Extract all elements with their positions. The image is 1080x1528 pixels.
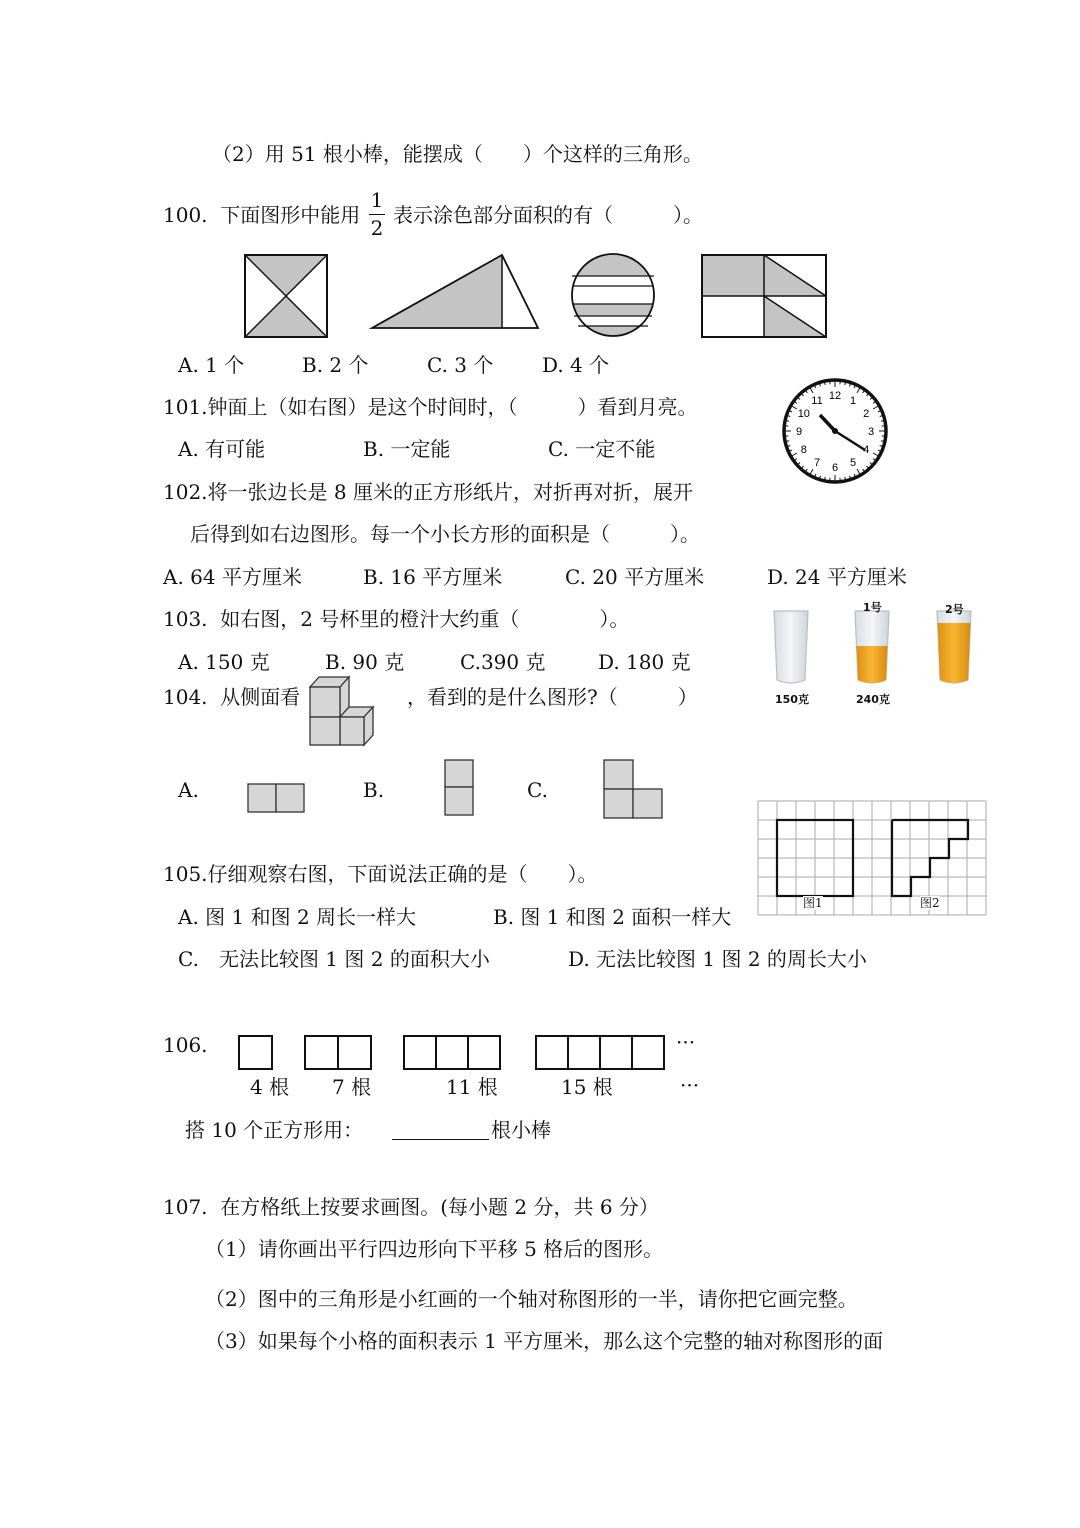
empty-cup <box>774 611 808 683</box>
square-x-figure <box>245 255 327 337</box>
clock-number: 4 <box>863 444 870 456</box>
q107-sub2: （2）图中的三角形是小红画的一个轴对称图形的一半，请你把它画完整。 <box>205 1287 858 1311</box>
q104-option-b: B. <box>363 778 385 802</box>
q100-shapes <box>240 250 840 342</box>
fraction-bar <box>369 214 385 215</box>
circle-figure <box>570 254 660 340</box>
weight-empty: 150克 <box>775 693 809 706</box>
q105-option-d: D. 无法比较图 1 图 2 的周长大小 <box>568 947 867 971</box>
q102-option-a: A. 64 平方厘米 <box>163 565 302 589</box>
ellipsis-2: ··· <box>680 1073 700 1097</box>
q107-sub1: （1）请你画出平行四边形向下平移 5 格后的图形。 <box>205 1237 664 1261</box>
q104-option-b-shape <box>443 758 477 818</box>
q102-line1: 102.将一张边长是 8 厘米的正方形纸片，对折再对折，展开 <box>163 480 693 504</box>
q106-question: 搭 10 个正方形用： <box>185 1118 364 1142</box>
q99-sub2: （2）用 51 根小棒，能摆成（ ）个这样的三角形。 <box>212 142 703 166</box>
q103-option-b: B. 90 克 <box>325 650 405 674</box>
q107-sub3: （3）如果每个小格的面积表示 1 平方厘米，那么这个完整的轴对称图形的面 <box>205 1329 884 1353</box>
clock-number: 9 <box>795 426 803 438</box>
clock-number: 12 <box>828 390 842 402</box>
triangle-figure <box>372 255 538 328</box>
fraction-numerator: 1 <box>370 188 384 212</box>
clock-number: 11 <box>811 394 823 407</box>
figure-1-label: 图1 <box>803 896 823 910</box>
q106-suffix: 根小棒 <box>491 1118 551 1142</box>
stick-squares-figure <box>236 1033 668 1073</box>
q102-option-b: B. 16 平方厘米 <box>363 565 503 589</box>
weight-cup-1: 240克 <box>856 693 890 706</box>
q100-option-c: C. 3 个 <box>427 353 494 377</box>
q102-option-d: D. 24 平方厘米 <box>767 565 907 589</box>
clock-number: 3 <box>867 426 875 438</box>
q105-option-c: C. 无法比较图 1 图 2 的面积大小 <box>178 947 490 971</box>
q105-stem: 105.仔细观察右图，下面说法正确的是（ ）。 <box>163 862 598 886</box>
clock-number: 1 <box>849 394 857 407</box>
q105-grid-figure <box>757 800 991 918</box>
cube-stack-figure <box>305 672 377 748</box>
q101-option-b: B. 一定能 <box>363 437 451 461</box>
q103-option-a: A. 150 克 <box>178 650 270 674</box>
clock-face <box>780 376 890 486</box>
q104-option-c: C. <box>527 778 548 802</box>
count-4: 15 根 <box>561 1075 613 1099</box>
q100-option-d: D. 4 个 <box>542 353 610 377</box>
q103-stem: 103. 如右图，2 号杯里的橙汁大约重（ ）。 <box>163 607 630 631</box>
q104-stem-post: ，看到的是什么图形?（ ） <box>407 685 698 709</box>
answer-blank[interactable] <box>392 1139 489 1140</box>
rectangle-figure <box>702 255 826 337</box>
q102-option-c: C. 20 平方厘米 <box>565 565 705 589</box>
cup-1-label: 1号 <box>863 601 882 614</box>
clock-number: 6 <box>831 462 839 474</box>
fraction-denominator: 2 <box>370 216 384 240</box>
q100-option-a: A. 1 个 <box>178 353 245 377</box>
q102-line2: 后得到如右边图形。每一个小长方形的面积是（ ）。 <box>190 522 700 546</box>
count-3: 11 根 <box>446 1075 498 1099</box>
q101-option-c: C. 一定不能 <box>548 437 656 461</box>
figure-2-label: 图2 <box>920 896 940 910</box>
clock-number: 10 <box>797 408 810 420</box>
ellipsis-1: ··· <box>676 1030 696 1054</box>
q106-number: 106. <box>163 1033 208 1057</box>
q100-stem-post: 表示涂色部分面积的有（ ）。 <box>393 203 703 227</box>
cup-2-label: 2号 <box>945 603 964 616</box>
clock-number: 5 <box>849 457 857 470</box>
clock-number: 8 <box>800 444 807 456</box>
q101-option-a: A. 有可能 <box>178 437 266 461</box>
q100-option-b: B. 2 个 <box>302 353 369 377</box>
q105-option-a: A. 图 1 和图 2 周长一样大 <box>178 905 417 929</box>
q104-option-a-shape <box>246 782 308 814</box>
q100-stem-pre: 100. 下面图形中能用 <box>163 203 361 227</box>
count-2: 7 根 <box>332 1075 372 1099</box>
clock-number: 2 <box>863 408 870 420</box>
q104-stem-pre: 104. 从侧面看 <box>163 685 301 709</box>
q104-option-a: A. <box>178 778 199 802</box>
q105-option-b: B. 图 1 和图 2 面积一样大 <box>493 905 732 929</box>
q103-option-d: D. 180 克 <box>598 650 691 674</box>
q107-stem: 107. 在方格纸上按要求画图。(每小题 2 分，共 6 分） <box>163 1195 659 1219</box>
q101-stem: 101.钟面上（如右图）是这个时间时，（ ）看到月亮。 <box>163 395 698 419</box>
q103-option-c: C.390 克 <box>460 650 546 674</box>
clock-number: 7 <box>813 457 821 470</box>
q104-option-c-shape <box>602 758 664 820</box>
count-1: 4 根 <box>250 1075 290 1099</box>
